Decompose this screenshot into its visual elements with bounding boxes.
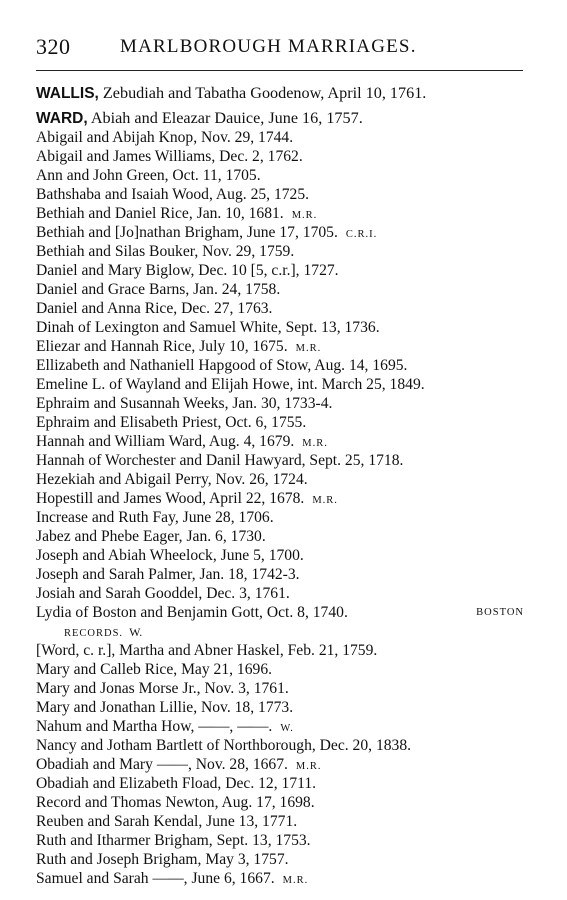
list-item bbox=[36, 318, 528, 337]
list-item bbox=[36, 660, 528, 679]
source-ref: M.R. bbox=[312, 495, 338, 506]
entry-text: Joseph and Sarah Palmer, Jan. 18, 1742-3. bbox=[36, 566, 300, 583]
entry-text: Reuben and Sarah Kendal, June 13, 1771. bbox=[36, 813, 298, 830]
entry-text: Nahum and Martha How, ——, ——. bbox=[36, 718, 273, 735]
source-ref: W. bbox=[129, 625, 143, 639]
entry-text: Ruth and Joseph Brigham, May 3, 1757. bbox=[36, 851, 289, 868]
entry-text: Ruth and Itharmer Brigham, Sept. 13, 1753. bbox=[36, 832, 311, 849]
entry-text: Samuel and Sarah ——, June 6, 1667. bbox=[36, 870, 275, 887]
list-item bbox=[36, 223, 528, 242]
entry-text: Emeline L. of Wayland and Elijah Howe, int. March 25, 1849. bbox=[36, 376, 425, 393]
list-item bbox=[36, 280, 528, 299]
list-item bbox=[36, 812, 528, 831]
list-item bbox=[36, 242, 528, 261]
page-header bbox=[36, 34, 526, 66]
list-item bbox=[36, 508, 528, 527]
entry-text: Eliezar and Hannah Rice, July 10, 1675. bbox=[36, 338, 288, 355]
list-item bbox=[36, 546, 528, 565]
list-item bbox=[36, 147, 528, 166]
entry-text: Ephraim and Elisabeth Priest, Oct. 6, 1755. bbox=[36, 414, 307, 431]
entry-text: Hannah of Worchester and Danil Hawyard, Sept. 25, 1718. bbox=[36, 452, 404, 469]
entry-text: Obadiah and Elizabeth Fload, Dec. 12, 1711. bbox=[36, 775, 317, 792]
header-rule bbox=[36, 70, 523, 71]
list-item-continuation bbox=[36, 622, 528, 641]
entry-text: Daniel and Grace Barns, Jan. 24, 1758. bbox=[36, 281, 281, 298]
entry-text: [Word, c. r.], Martha and Abner Haskel, Feb. 21, 1759. bbox=[36, 642, 378, 659]
list-item bbox=[36, 869, 528, 888]
entry-text: Daniel and Anna Rice, Dec. 27, 1763. bbox=[36, 300, 273, 317]
list-item bbox=[36, 337, 528, 356]
entry-text: Bathshaba and Isaiah Wood, Aug. 25, 1725. bbox=[36, 186, 310, 203]
list-item bbox=[36, 261, 528, 280]
entry-text: Bethiah and Daniel Rice, Jan. 10, 1681. bbox=[36, 205, 284, 222]
list-item bbox=[36, 679, 528, 698]
entry-text: Increase and Ruth Fay, June 28, 1706. bbox=[36, 509, 274, 526]
entry-text: Abiah and Eleazar Dauice, June 16, 1757. bbox=[87, 109, 363, 127]
entry-text: Joseph and Abiah Wheelock, June 5, 1700. bbox=[36, 547, 304, 564]
source-ref: M.R. bbox=[291, 210, 318, 221]
entry-text: Josiah and Sarah Gooddel, Dec. 3, 1761. bbox=[36, 585, 290, 602]
list-item bbox=[36, 831, 528, 850]
entry-text: Ephraim and Susannah Weeks, Jan. 30, 1733-4. bbox=[36, 395, 333, 412]
entry-text: Bethiah and [Jo]nathan Brigham, June 17, 1705. bbox=[36, 224, 338, 241]
entry-text: Hezekiah and Abigail Perry, Nov. 26, 1724. bbox=[36, 471, 308, 488]
list-item bbox=[36, 793, 528, 812]
list-item bbox=[36, 584, 528, 603]
list-item bbox=[36, 736, 528, 755]
entry-text: Daniel and Mary Biglow, Dec. 10 [5, c.r.], 1727. bbox=[36, 262, 339, 279]
entry-text: Mary and Calleb Rice, May 21, 1696. bbox=[36, 661, 273, 678]
list-item bbox=[36, 394, 528, 413]
source-ref: W. bbox=[280, 723, 294, 734]
list-item bbox=[36, 641, 528, 660]
entry-text: Abigail and James Williams, Dec. 2, 1762. bbox=[36, 148, 303, 165]
list-item bbox=[36, 204, 528, 223]
list-item bbox=[36, 527, 528, 546]
entry-text: Record and Thomas Newton, Aug. 17, 1698. bbox=[36, 794, 315, 811]
entry-wallis bbox=[36, 84, 528, 103]
list-item bbox=[36, 299, 528, 318]
entry-text: Dinah of Lexington and Samuel White, Sept. 13, 1736. bbox=[36, 319, 380, 336]
entry-text: Hopestill and James Wood, April 22, 1678. bbox=[36, 490, 305, 507]
list-item bbox=[36, 413, 528, 432]
list-item bbox=[36, 128, 528, 147]
surname-heading: WALLIS, bbox=[36, 85, 99, 102]
source-ref: RECORDS. bbox=[64, 628, 124, 639]
list-item bbox=[36, 489, 528, 508]
running-title: MARLBOROUGH MARRIAGES. bbox=[120, 36, 417, 57]
entry-text: Ellizabeth and Nathaniell Hapgood of Stow, Aug. 14, 1695. bbox=[36, 357, 408, 374]
list-item bbox=[36, 470, 528, 489]
list-item bbox=[36, 356, 528, 375]
list-item bbox=[36, 774, 528, 793]
entry-text: Lydia of Boston and Benjamin Gott, Oct. 8, 1740. bbox=[36, 604, 348, 621]
source-ref: C.R.I. bbox=[345, 229, 378, 240]
entry-text: Mary and Jonas Morse Jr., Nov. 3, 1761. bbox=[36, 680, 289, 697]
source-ref: M.R. bbox=[282, 875, 309, 886]
list-item bbox=[36, 185, 528, 204]
list-item bbox=[36, 166, 528, 185]
entry-text: Ann and John Green, Oct. 11, 1705. bbox=[36, 167, 261, 184]
list-item bbox=[36, 565, 528, 584]
entry-text: Zebudiah and Tabatha Goodenow, April 10, 1761. bbox=[98, 84, 427, 102]
list-item bbox=[36, 375, 528, 394]
source-ref: M.R. bbox=[295, 761, 322, 772]
entry-ward bbox=[36, 109, 528, 128]
list-item bbox=[36, 850, 528, 869]
list-item bbox=[36, 432, 528, 451]
entry-text: Mary and Jonathan Lillie, Nov. 18, 1773. bbox=[36, 699, 294, 716]
entry-text: Nancy and Jotham Bartlett of Northborough, Dec. 20, 1838. bbox=[36, 737, 412, 754]
entry-text: Abigail and Abijah Knop, Nov. 29, 1744. bbox=[36, 129, 294, 146]
surname-heading: WARD, bbox=[36, 110, 88, 127]
marriage-entries bbox=[36, 84, 528, 888]
source-ref: BOSTON bbox=[476, 607, 524, 618]
entry-text: Jabez and Phebe Eager, Jan. 6, 1730. bbox=[36, 528, 266, 545]
page-number: 320 bbox=[36, 34, 71, 59]
source-ref: M.R. bbox=[302, 438, 328, 449]
list-item bbox=[36, 603, 528, 622]
list-item bbox=[36, 755, 528, 774]
list-item bbox=[36, 717, 528, 736]
list-item bbox=[36, 451, 528, 470]
entry-text: Obadiah and Mary ——, Nov. 28, 1667. bbox=[36, 756, 288, 773]
source-ref: M.R. bbox=[295, 343, 322, 354]
entry-text: Bethiah and Silas Bouker, Nov. 29, 1759. bbox=[36, 243, 295, 260]
entry-text: Hannah and William Ward, Aug. 4, 1679. bbox=[36, 433, 295, 450]
list-item bbox=[36, 698, 528, 717]
